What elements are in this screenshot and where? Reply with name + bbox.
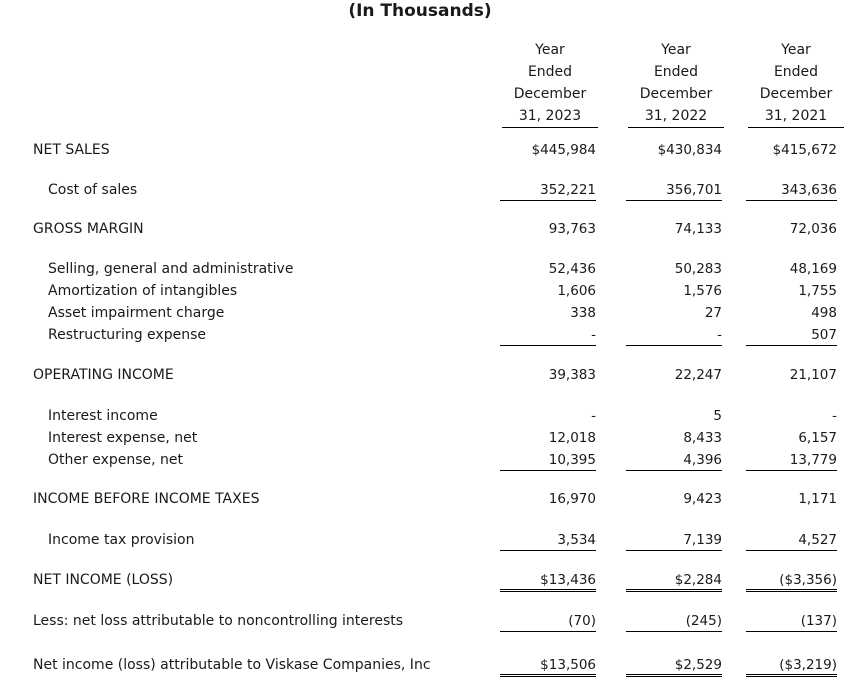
row-sga [0,258,850,280]
column-header-line: Ended [773,64,819,80]
row-label: INCOME BEFORE INCOME TAXES [33,491,260,507]
value-2023: 16,970 [548,491,596,507]
row-interest-income [0,405,850,427]
value-2021: 1,171 [798,491,837,507]
value-2023: $445,984 [531,142,596,158]
row-label: Less: net loss attributable to noncontrolling interests [33,613,404,629]
row-label: NET INCOME (LOSS) [33,572,174,588]
value-2022: 5 [713,408,722,424]
column-header-2021 [748,39,844,128]
column-header-line: 31, 2021 [748,105,844,128]
row-income-tax-provision [0,529,850,551]
value-2023: 352,221 [500,179,596,201]
value-2021: ($3,356) [746,569,837,592]
row-label: Asset impairment charge [48,305,225,321]
value-2022: 50,283 [674,261,722,277]
value-2022: - [626,324,722,346]
value-2022: 22,247 [674,367,722,383]
row-income-before-taxes [0,488,850,510]
row-noncontrolling-interests [0,610,850,632]
value-2023: 338 [570,305,596,321]
value-2023: - [500,324,596,346]
row-label: Cost of sales [48,182,138,198]
column-header-line: Year [535,42,565,58]
value-2021: 21,107 [789,367,837,383]
value-2022: $2,284 [626,569,722,592]
value-2021: 343,636 [746,179,837,201]
value-2023: 10,395 [500,449,596,471]
row-cost-of-sales [0,179,850,201]
row-amortization [0,280,850,302]
value-2021: $415,672 [772,142,837,158]
column-header-line: Ended [527,64,573,80]
value-2021: 507 [746,324,837,346]
row-label: NET SALES [33,142,110,158]
row-operating-income [0,364,850,386]
row-net-income [0,569,850,591]
statement-title: (In Thousands) [348,1,492,21]
value-2022: $430,834 [657,142,722,158]
column-header-2022 [628,39,724,128]
value-2021: 48,169 [789,261,837,277]
row-label: Selling, general and administrative [48,261,294,277]
row-interest-expense [0,427,850,449]
value-2023: 93,763 [548,221,596,237]
row-label: Income tax provision [48,532,195,548]
row-net-income-attributable [0,654,850,676]
row-other-expense [0,449,850,471]
column-header-line: Ended [653,64,699,80]
value-2022: (245) [626,610,722,632]
column-header-line: Year [661,42,691,58]
row-net-sales [0,139,850,161]
row-label: Restructuring expense [48,327,206,343]
column-header-2023 [502,39,598,128]
column-header-line: December [513,86,587,102]
value-2022: 356,701 [626,179,722,201]
row-label: OPERATING INCOME [33,367,174,383]
value-2022: 8,433 [683,430,722,446]
value-2021: 1,755 [798,283,837,299]
value-2023: 12,018 [548,430,596,446]
row-asset-impairment [0,302,850,324]
value-2023: 3,534 [500,529,596,551]
value-2022: 4,396 [626,449,722,471]
column-header-line: December [759,86,833,102]
row-label: Interest expense, net [48,430,198,446]
value-2021: 13,779 [746,449,837,471]
value-2021: - [832,408,837,424]
value-2022: 74,133 [674,221,722,237]
row-restructuring [0,324,850,346]
value-2023: $13,436 [500,569,596,592]
value-2022: 7,139 [626,529,722,551]
value-2023: - [591,408,596,424]
row-label: Amortization of intangibles [48,283,238,299]
value-2023: (70) [500,610,596,632]
row-label: Interest income [48,408,158,424]
value-2022: $2,529 [626,654,722,677]
column-header-line: Year [781,42,811,58]
value-2021: 6,157 [798,430,837,446]
value-2021: ($3,219) [746,654,837,677]
value-2022: 9,423 [683,491,722,507]
row-label: Other expense, net [48,452,184,468]
column-header-line: 31, 2022 [628,105,724,128]
value-2023: 1,606 [557,283,596,299]
value-2022: 27 [704,305,722,321]
column-header-line: December [639,86,713,102]
value-2021: (137) [746,610,837,632]
value-2022: 1,576 [683,283,722,299]
value-2021: 4,527 [746,529,837,551]
value-2021: 498 [811,305,837,321]
value-2023: 52,436 [548,261,596,277]
column-header-line: 31, 2023 [502,105,598,128]
row-gross-margin [0,218,850,240]
row-label: GROSS MARGIN [33,221,144,237]
value-2023: 39,383 [548,367,596,383]
value-2021: 72,036 [789,221,837,237]
row-label: Net income (loss) attributable to Viskase Companies, Inc [33,657,431,673]
value-2023: $13,506 [500,654,596,677]
